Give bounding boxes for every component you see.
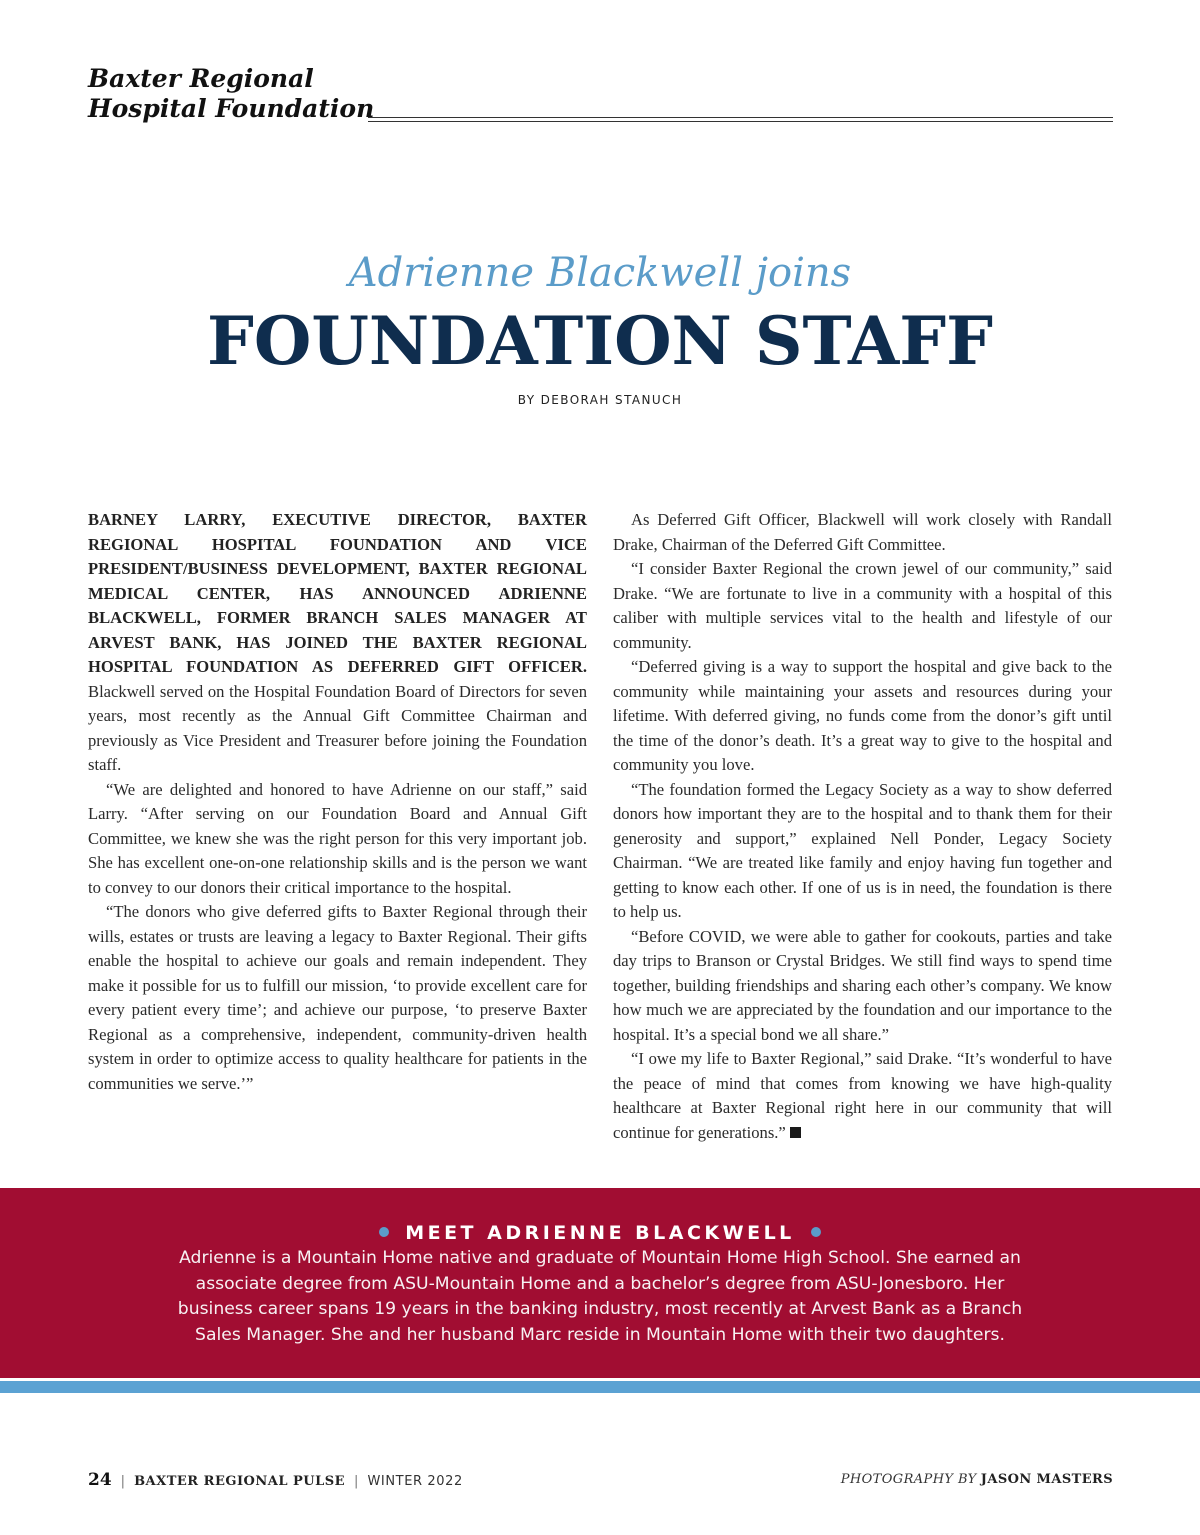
article-paragraph: “I consider Baxter Regional the crown jewel of our community,” said Drake. “We are fortunate to live in a community with a hospital of this caliber with multiple services vital to the health and lifestyle of our community. xyxy=(613,559,1112,652)
bullet-dot-icon xyxy=(379,1227,389,1237)
article-paragraph: “Before COVID, we were able to gather for cookouts, parties and take day trips to Branson or Crystal Bridges. We still find ways to spend time together, building friendships and sharing each other’s company. We know how much we are appreciated by the foundation and our importance to the hospital. It’s a special bond we all share.” xyxy=(613,926,1112,1044)
article-paragraph-text: “I owe my life to Baxter Regional,” said Drake. “It’s wonderful to have the peace of mind that comes from knowing we have high-quality healthcare at Baxter Regional right here in our community that will continue for generations.” xyxy=(613,1049,1112,1142)
page-footer xyxy=(88,1470,1113,1490)
banner-title: MEET ADRIENNE BLACKWELL xyxy=(405,1222,795,1244)
section-title-line-2: Hospital Foundation xyxy=(88,94,375,123)
footer-separator: | xyxy=(120,1474,126,1489)
footer-separator: | xyxy=(354,1474,359,1489)
article-paragraph: “The donors who give deferred gifts to Baxter Regional through their wills, estates or trusts are leaving a legacy to Baxter Regional. Their gifts enable the hospital to achieve our goals and remain independent. They make it possible for us to fulfill our mission, ‘to provide excellent care for every patient every time’; and achieve our purpose, ‘to preserve Baxter Regional as a comprehensive, independent, community-driven health system in order to optimize access to quality healthcare for patients in the communities we serve.’” xyxy=(88,902,587,1093)
end-mark-square-icon xyxy=(790,1127,801,1138)
article-column-left xyxy=(88,508,587,1096)
meet-banner xyxy=(0,1188,1200,1378)
photo-credit-label: PHOTOGRAPHY BY xyxy=(840,1472,977,1487)
header-double-rule xyxy=(368,117,1113,122)
article-paragraph: “The foundation formed the Legacy Society as a way to show deferred donors how important they are to the hospital and to thank them for their generosity and support,” explained Nell Ponder, Legacy Society Chairman. “We are treated like family and enjoy having fun together and getting to know each other. If one of us is in need, the foundation is there to help us. xyxy=(613,779,1112,921)
article-lead-in: BARNEY LARRY, EXECUTIVE DIRECTOR, BAXTER REGIONAL HOSPITAL FOUNDATION AND VICE PRESIDENT/BUSINESS DEVELOPMENT, BAXTER REGIONAL MEDICAL CENTER, HAS ANNOUNCED ADRIENNE BLACKWELL, FORMER BRANCH SALES MANAGER AT ARVEST BANK, HAS JOINED THE BAXTER REGIONAL HOSPITAL FOUNDATION AS DEFERRED GIFT OFFICER. xyxy=(88,510,587,676)
banner-blue-rule xyxy=(0,1381,1200,1393)
footer-left xyxy=(88,1470,463,1492)
banner-title-row xyxy=(0,1220,1200,1246)
article-column-right xyxy=(613,508,1112,1145)
article-byline: BY DEBORAH STANUCH xyxy=(517,393,683,407)
photo-credit xyxy=(841,1470,1113,1490)
bullet-dot-icon xyxy=(811,1227,821,1237)
article-paragraph-final xyxy=(613,1047,1112,1145)
page-number: 24 xyxy=(88,1470,112,1490)
article-headline: FOUNDATION STAFF xyxy=(207,302,993,380)
article-paragraph xyxy=(88,508,587,778)
article-paragraph: “Deferred giving is a way to support the hospital and give back to the community while maintaining your assets and resources during your lifetime. With deferred giving, no funds come from the donor’s gift until the time of the donor’s death. It’s a great way to give to the hospital and community you love. xyxy=(613,657,1112,774)
article-paragraph: As Deferred Gift Officer, Blackwell will work closely with Randall Drake, Chairman of the Deferred Gift Committee. xyxy=(613,510,1112,554)
publication-name: BAXTER REGIONAL PULSE xyxy=(134,1474,346,1489)
article-kicker: Adrienne Blackwell joins xyxy=(348,250,852,296)
section-title-line-1: Baxter Regional xyxy=(88,64,314,93)
banner-bio-text: Adrienne is a Mountain Home native and graduate of Mountain Home High School. She earned an associate degree from ASU-Mountain Home and a bachelor’s degree from ASU-Jonesboro. Her business career spans 19 years in the banking industry, most recently at Arvest Bank as a Branch Sales Manager. She and her husband Marc reside in Mountain Home with their two daughters. xyxy=(177,1248,1023,1345)
article-paragraph: “We are delighted and honored to have Adrienne on our staff,” said Larry. “After serving on our Foundation Board and Annual Gift Committee, we knew she was the right person for this very important job. She has excellent one-on-one relationship skills and is the person we want to convey to our donors their critical importance to the hospital. xyxy=(88,779,587,897)
photographer-name: JASON MASTERS xyxy=(980,1472,1113,1487)
article-paragraph-rest: Blackwell served on the Hospital Foundation Board of Directors for seven years, most recently as the Annual Gift Committee Chairman and previously as Vice President and Treasurer before joining the Foundation staff. xyxy=(88,681,587,774)
issue-label: WINTER 2022 xyxy=(367,1474,463,1489)
section-title xyxy=(88,64,374,124)
